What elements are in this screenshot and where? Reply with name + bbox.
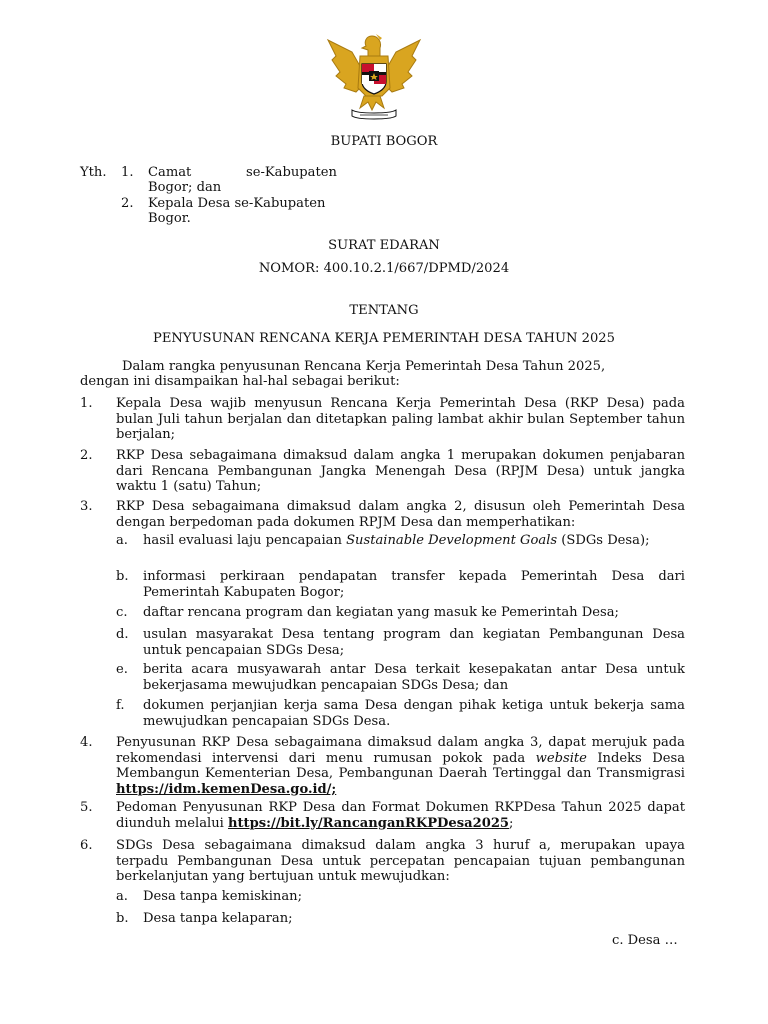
about-label: TENTANG <box>349 303 419 318</box>
item-2-text: RKP Desa sebagaimana dimaksud dalam angka 1 merupakan dokumen penjabaran dari Rencana Pembangunan Jangka Menengah Desa (RPJM Desa) untuk jangka waktu 1 (satu) Tahun; <box>116 448 685 494</box>
sub-3a-text: hasil evaluasi laju pencapaian Sustainable Development Goals (SDGs Desa); <box>143 533 650 548</box>
item-1-number: 1. <box>80 396 93 411</box>
sub-3d-text: usulan masyarakat Desa tentang program dan kegiatan Pembangunan Desa untuk pencapaian SDGs Desa; <box>143 627 685 658</box>
addressee-prefix: Yth. <box>80 165 107 180</box>
intro-line-1: Dalam rangka penyusunan Rencana Kerja Pemerintah Desa Tahun 2025, <box>122 359 606 374</box>
intro-line-2: dengan ini disampaikan hal-hal sebagai berikut: <box>80 374 400 389</box>
page-continuation: c. Desa … <box>612 933 678 948</box>
issuer-heading: BUPATI BOGOR <box>330 134 438 149</box>
sub-6a-letter: a. <box>116 889 128 904</box>
item-4-number: 4. <box>80 735 93 750</box>
item-1-text: Kepala Desa wajib menyusun Rencana Kerja Pemerintah Desa (RKP Desa) pada bulan Juli tahun berjalan dan ditetapkan paling lambat akhir bulan September tahun berjalan; <box>116 396 685 442</box>
sub-6b-letter: b. <box>116 911 129 926</box>
item-5-number: 5. <box>80 800 93 815</box>
addressee-num-1: 1. <box>121 165 134 180</box>
sub-3f-letter: f. <box>116 698 125 713</box>
sub-3c-text: daftar rencana program dan kegiatan yang masuk ke Pemerintah Desa; <box>143 605 619 620</box>
item-5-text: Pedoman Penyusunan RKP Desa dan Format Dokumen RKPDesa Tahun 2025 dapat diunduh melalui https://bit.ly/RancanganRKPDesa2025; <box>116 800 685 831</box>
item-3-text: RKP Desa sebagaimana dimaksud dalam angka 2, disusun oleh Pemerintah Desa dengan berpedoman pada dokumen RPJM Desa dan memperhatikan: <box>116 499 685 530</box>
sub-3c-letter: c. <box>116 605 128 620</box>
sub-6b-text: Desa tanpa kelaparan; <box>143 911 293 926</box>
addressee-2-line2: Bogor. <box>148 211 191 226</box>
sub-3b-text: informasi perkiraan pendapatan transfer kepada Pemerintah Desa dari Pemerintah Kabupaten Bogor; <box>143 569 685 600</box>
garuda-pancasila-emblem <box>322 30 426 124</box>
item-6-text: SDGs Desa sebagaimana dimaksud dalam angka 3 huruf a, merupakan upaya terpadu Pembangunan Desa untuk percepatan pencapaian tujuan pembangunan berkelanjutan yang bertujuan untuk mewujudkan: <box>116 838 685 884</box>
sub-6a-text: Desa tanpa kemiskinan; <box>143 889 302 904</box>
addressee-2-line1: Kepala Desa se-Kabupaten <box>148 196 326 211</box>
addressee-1-line1-right: se-Kabupaten <box>246 165 337 180</box>
sub-3d-letter: d. <box>116 627 129 642</box>
addressee-1-line2: Bogor; dan <box>148 180 222 195</box>
doc-subject: PENYUSUNAN RENCANA KERJA PEMERINTAH DESA TAHUN 2025 <box>153 331 615 346</box>
doc-type: SURAT EDARAN <box>328 238 440 253</box>
sub-3f-text: dokumen perjanjian kerja sama Desa dengan pihak ketiga untuk bekerja sama mewujudkan pencapaian SDGs Desa. <box>143 698 685 729</box>
item-3-number: 3. <box>80 499 93 514</box>
sub-3e-letter: e. <box>116 662 128 677</box>
item-2-number: 2. <box>80 448 93 463</box>
doc-number: NOMOR: 400.10.2.1/667/DPMD/2024 <box>258 261 510 276</box>
addressee-num-2: 2. <box>121 196 134 211</box>
idm-website-link[interactable]: https://idm.kemenDesa.go.id/; <box>116 781 337 797</box>
sub-3e-text: berita acara musyawarah antar Desa terkait kesepakatan antar Desa untuk bekerjasama mewujudkan pencapaian SDGs Desa; dan <box>143 662 685 693</box>
addressee-1-line1-left: Camat <box>148 165 192 180</box>
sub-3a-letter: a. <box>116 533 128 548</box>
item-6-number: 6. <box>80 838 93 853</box>
item-4-text: Penyusunan RKP Desa sebagaimana dimaksud dalam angka 3, dapat merujuk pada rekomendasi intervensi dari menu rumusan pokok pada website Indeks Desa Membangun Kementerian Desa, Pembangunan Daerah Tertinggal dan Transmigrasi https://idm.kemenDesa.go.id/; <box>116 735 685 797</box>
sub-3b-letter: b. <box>116 569 129 584</box>
rkp-download-link[interactable]: https://bit.ly/RancanganRKPDesa2025 <box>227 815 510 831</box>
